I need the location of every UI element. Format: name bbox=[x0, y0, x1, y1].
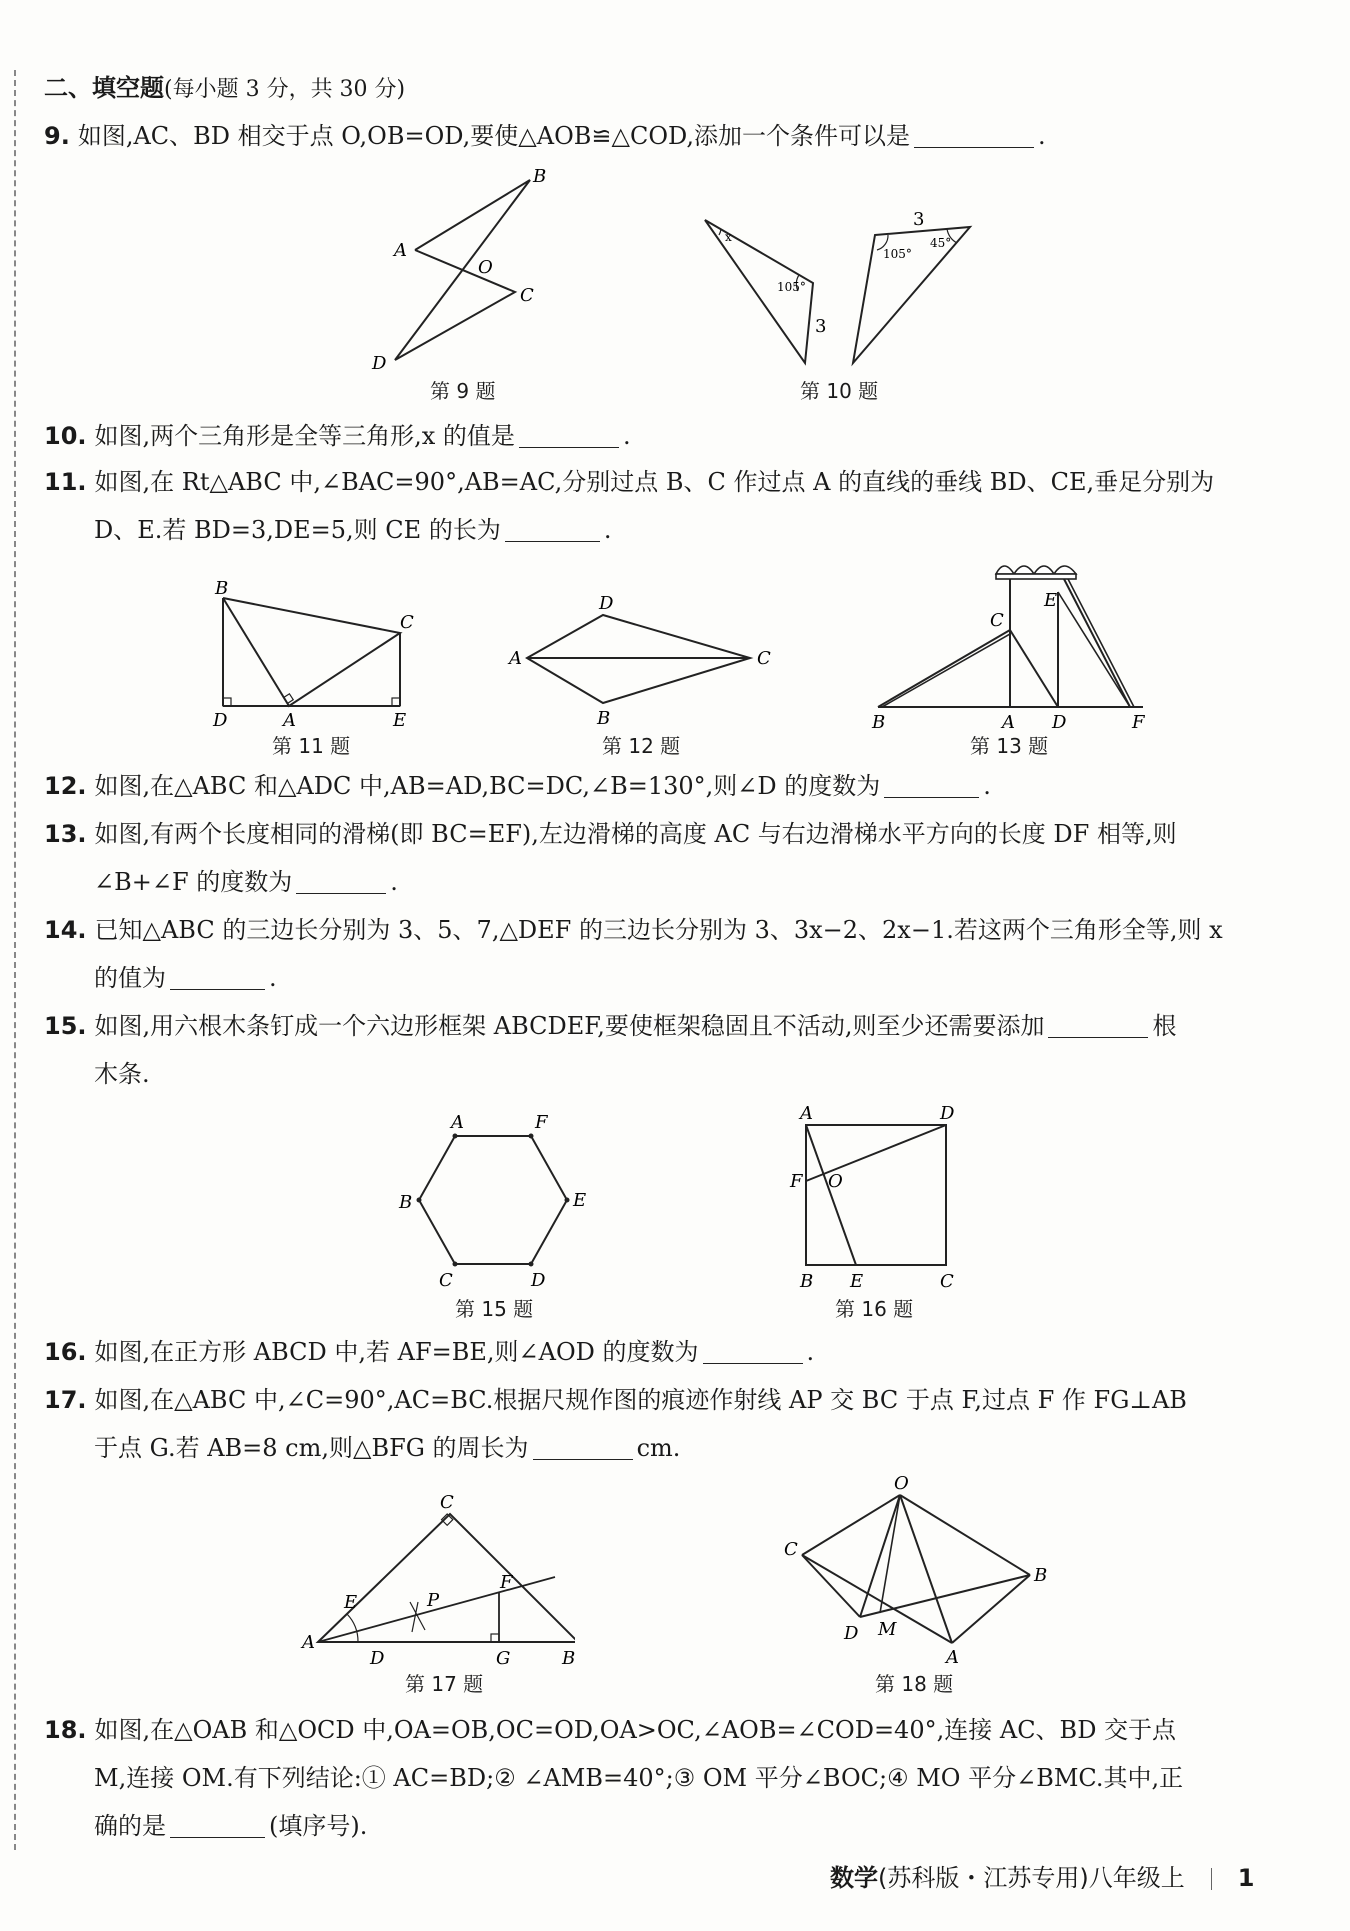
question-13-line-2 bbox=[94, 866, 398, 898]
question-text: 的值为 bbox=[94, 964, 166, 992]
q11-label: D bbox=[213, 710, 228, 728]
question-text: . bbox=[603, 516, 612, 544]
q15-label: F bbox=[535, 1112, 548, 1133]
caption-q9: 第 9 题 bbox=[430, 379, 496, 403]
figure-q9 bbox=[370, 165, 570, 380]
question-14-line-2 bbox=[94, 962, 277, 994]
answer-blank[interactable] bbox=[703, 1339, 803, 1364]
question-9 bbox=[44, 120, 1046, 152]
question-18 bbox=[44, 1714, 1176, 1746]
answer-blank[interactable] bbox=[533, 1435, 633, 1460]
question-text: 如图,AC、BD 相交于点 O,OB=OD,要使△AOB≌△COD,添加一个条件可以是 bbox=[77, 122, 911, 150]
q10-label: 105° bbox=[777, 280, 806, 294]
footer-divider bbox=[1211, 1868, 1212, 1890]
question-number: 11. bbox=[44, 468, 87, 496]
q16-square bbox=[806, 1125, 946, 1265]
figure-q18 bbox=[780, 1475, 1050, 1665]
section-header bbox=[44, 72, 405, 106]
question-14 bbox=[44, 914, 1223, 946]
figure-q13 bbox=[868, 552, 1168, 732]
q17-label: F bbox=[500, 1572, 513, 1593]
question-number: 18. bbox=[44, 1716, 87, 1744]
figure-q12 bbox=[505, 583, 775, 728]
q10-label: 3 bbox=[913, 209, 925, 230]
q18-label: C bbox=[784, 1539, 798, 1560]
question-text: 根 bbox=[1152, 1012, 1177, 1040]
q10-label: 105° bbox=[883, 247, 912, 261]
question-12 bbox=[44, 770, 991, 802]
q16-label: D bbox=[940, 1103, 955, 1124]
question-18-line-2 bbox=[94, 1762, 1183, 1794]
q13-label: A bbox=[1002, 712, 1015, 732]
section-title: 二、填空题 bbox=[44, 74, 164, 102]
question-17-line-2 bbox=[94, 1432, 680, 1464]
question-text: . bbox=[390, 868, 398, 896]
page-footer bbox=[830, 1858, 1254, 1893]
section-note: (每小题 3 分，共 30 分) bbox=[164, 77, 406, 102]
binding-margin-dashed-line bbox=[14, 70, 16, 1850]
q11-label: B bbox=[215, 578, 229, 599]
footer-subject: 数学 bbox=[830, 1864, 878, 1892]
q17-label: P bbox=[427, 1590, 440, 1611]
question-18-line-3 bbox=[94, 1810, 367, 1842]
question-10 bbox=[44, 420, 631, 452]
answer-blank[interactable] bbox=[1048, 1013, 1148, 1038]
q13-label: C bbox=[990, 610, 1004, 631]
q9-label: O bbox=[478, 257, 493, 278]
caption-q15: 第 15 题 bbox=[455, 1297, 534, 1321]
q18-label: D bbox=[844, 1623, 859, 1644]
question-text: . bbox=[983, 772, 991, 800]
answer-blank[interactable] bbox=[505, 517, 600, 542]
caption-q17: 第 17 题 bbox=[405, 1672, 484, 1696]
answer-blank[interactable] bbox=[914, 123, 1034, 148]
q9-label: D bbox=[372, 353, 387, 374]
q16-label: E bbox=[850, 1271, 864, 1292]
figure-q15 bbox=[395, 1112, 595, 1292]
question-number: 12. bbox=[44, 772, 87, 800]
footer-edition: (苏科版・江苏专用)八年级上 bbox=[878, 1864, 1185, 1892]
q11-triangle bbox=[223, 598, 400, 706]
q18-label: B bbox=[1034, 1565, 1048, 1586]
q16-label: A bbox=[800, 1103, 813, 1124]
caption-q12: 第 12 题 bbox=[602, 734, 681, 758]
caption-q10: 第 10 题 bbox=[800, 379, 879, 403]
caption-q18: 第 18 题 bbox=[875, 1672, 954, 1696]
question-text: 如图,在△OAB 和△OCD 中,OA=OB,OC=OD,OA>OC,∠AOB=∠COD=40°,连接 AC、BD 交于点 bbox=[94, 1716, 1177, 1744]
q15-label: E bbox=[573, 1190, 587, 1211]
answer-blank[interactable] bbox=[519, 423, 619, 448]
q16-label: C bbox=[940, 1271, 954, 1292]
question-15 bbox=[44, 1010, 1176, 1042]
question-text: 如图,在△ABC 中,∠C=90°,AC=BC.根据尺规作图的痕迹作射线 AP 交 BC 于点 F,过点 F 作 FG⊥AB bbox=[94, 1386, 1187, 1414]
q13-label: E bbox=[1044, 590, 1058, 611]
caption-q11: 第 11 题 bbox=[272, 734, 351, 758]
question-16 bbox=[44, 1336, 814, 1368]
q12-label: A bbox=[509, 648, 522, 669]
q17-triangle bbox=[318, 1514, 575, 1642]
q18-label: O bbox=[894, 1475, 909, 1494]
question-text: . bbox=[622, 422, 631, 450]
figure-q10 bbox=[695, 205, 985, 370]
q11-label: E bbox=[393, 710, 407, 728]
q13-label: B bbox=[872, 712, 886, 732]
q15-label: C bbox=[439, 1270, 453, 1291]
figure-q16 bbox=[788, 1103, 988, 1293]
q13-label: D bbox=[1052, 712, 1067, 732]
figure-q11 bbox=[205, 578, 425, 728]
q17-label: E bbox=[344, 1592, 358, 1613]
q15-hexagon bbox=[419, 1136, 567, 1264]
question-13 bbox=[44, 818, 1177, 850]
q12-label: C bbox=[757, 648, 771, 669]
question-text: cm. bbox=[636, 1434, 681, 1462]
question-number: 15. bbox=[44, 1012, 87, 1040]
q18-label: M bbox=[878, 1619, 897, 1640]
question-text: (填序号). bbox=[269, 1812, 368, 1840]
question-number: 14. bbox=[44, 916, 87, 944]
figure-q17 bbox=[300, 1492, 575, 1667]
caption-q16: 第 16 题 bbox=[835, 1297, 914, 1321]
question-number: 10. bbox=[44, 422, 87, 450]
q17-label: A bbox=[302, 1632, 315, 1653]
answer-blank[interactable] bbox=[296, 869, 386, 894]
question-text: . bbox=[806, 1338, 815, 1366]
q10-label: 45° bbox=[930, 236, 952, 250]
q11-label: A bbox=[283, 710, 296, 728]
question-11 bbox=[44, 466, 1214, 498]
question-text: 如图,在 Rt△ABC 中,∠BAC=90°,AB=AC,分别过点 B、C 作过点 A 的直线的垂线 BD、CE,垂足分别为 bbox=[94, 468, 1215, 496]
question-text: 如图,在△ABC 和△ADC 中,AB=AD,BC=DC,∠B=130°,则∠D 的度数为 bbox=[94, 772, 881, 800]
q11-label: C bbox=[400, 612, 414, 633]
question-number: 17. bbox=[44, 1386, 87, 1414]
q15-label: A bbox=[451, 1112, 464, 1133]
question-17 bbox=[44, 1384, 1187, 1416]
question-text: 如图,用六根木条钉成一个六边形框架 ABCDEF,要使框架稳固且不活动,则至少还需要添加 bbox=[94, 1012, 1045, 1040]
q9-label: B bbox=[533, 166, 547, 187]
question-number: 9. bbox=[44, 122, 70, 150]
q17-label: G bbox=[496, 1648, 511, 1667]
question-text: M,连接 OM.有下列结论:① AC=BD;② ∠AMB=40°;③ OM 平分∠BOC;④ MO 平分∠BMC.其中,正 bbox=[94, 1764, 1184, 1792]
q13-label: F bbox=[1132, 712, 1145, 732]
q18-label: A bbox=[946, 1647, 959, 1665]
q12-label: D bbox=[599, 593, 614, 614]
q15-label: D bbox=[531, 1270, 546, 1291]
q16-label: F bbox=[790, 1171, 803, 1192]
answer-blank[interactable] bbox=[884, 773, 979, 798]
question-text: 已知△ABC 的三边长分别为 3、5、7,△DEF 的三边长分别为 3、3x−2、2x−1.若这两个三角形全等,则 x bbox=[94, 916, 1223, 944]
q12-label: B bbox=[597, 708, 611, 728]
question-text: . bbox=[269, 964, 277, 992]
q17-label: C bbox=[440, 1492, 454, 1513]
q10-label: 3 bbox=[815, 316, 827, 337]
question-text: . bbox=[1038, 122, 1046, 150]
question-text: D、E.若 BD=3,DE=5,则 CE 的长为 bbox=[94, 516, 501, 544]
q17-label: B bbox=[562, 1648, 575, 1667]
answer-blank[interactable] bbox=[170, 1813, 265, 1838]
question-text: 如图,有两个长度相同的滑梯(即 BC=EF),左边滑梯的高度 AC 与右边滑梯水平方向的长度 DF 相等,则 bbox=[94, 820, 1177, 848]
question-11-line-2 bbox=[94, 514, 611, 546]
question-text: 木条. bbox=[94, 1060, 150, 1088]
caption-q13: 第 13 题 bbox=[970, 734, 1049, 758]
q10-label: x bbox=[725, 230, 732, 244]
q9-shape bbox=[395, 180, 530, 360]
q15-label: B bbox=[399, 1192, 413, 1213]
question-number: 13. bbox=[44, 820, 87, 848]
question-text: ∠B+∠F 的度数为 bbox=[94, 868, 293, 896]
question-15-line-2 bbox=[94, 1058, 150, 1090]
question-text: 于点 G.若 AB=8 cm,则△BFG 的周长为 bbox=[94, 1434, 529, 1462]
q17-label: D bbox=[370, 1648, 385, 1667]
question-text: 如图,两个三角形是全等三角形,x 的值是 bbox=[94, 422, 515, 450]
q9-label: A bbox=[394, 240, 407, 261]
answer-blank[interactable] bbox=[170, 965, 265, 990]
question-number: 16. bbox=[44, 1338, 87, 1366]
q16-label: B bbox=[800, 1271, 814, 1292]
question-text: 确的是 bbox=[94, 1812, 166, 1840]
q16-label: O bbox=[828, 1171, 843, 1192]
question-text: 如图,在正方形 ABCD 中,若 AF=BE,则∠AOD 的度数为 bbox=[94, 1338, 699, 1366]
q9-label: C bbox=[520, 285, 534, 306]
page-number: 1 bbox=[1237, 1864, 1255, 1892]
